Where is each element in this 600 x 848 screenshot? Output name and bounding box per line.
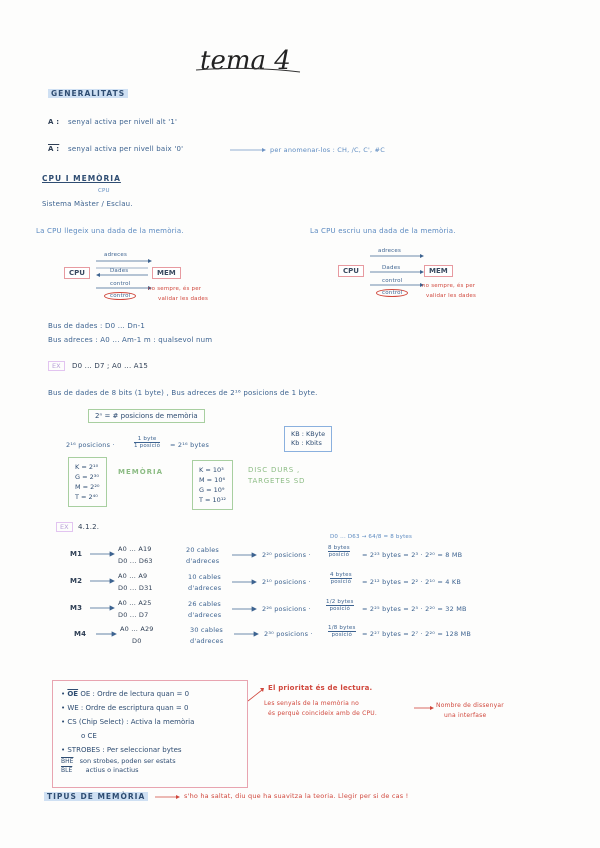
row-m3-frac-top: 1/2 bytes [326,599,354,605]
we-line: • WE : Ordre de escriptura quan = 0 [61,704,189,712]
ex-tag-1: EX [48,361,65,371]
cs-line: • CS (Chip Select) : Activa la memòria [61,718,195,726]
section-heading-generalitats: GENERALITATS [48,89,128,98]
row-m2-result: = 2¹² bytes = 2² · 2¹⁰ = 4 KB [362,578,461,586]
row-m4-name: M4 [74,630,87,638]
oe-text: OE : Ordre de lectura quan = 0 [80,690,190,698]
left-caption: La CPU llegeix una dada de la memòria. [36,227,184,235]
kb-line-1: KB : KByte [291,430,326,438]
memoria-k: K = 2¹⁰ [75,463,99,471]
senyals-note-2: és perquè coincideix amb de CPU. [268,710,377,717]
nombre-note-1: Nombre de dissenyar [436,702,504,709]
formula-box: 2ⁿ = # posicions de memòria [88,409,205,423]
strobes-note-1: son strobes, poden ser estats [79,757,176,765]
cpu-box-right: CPU [338,265,364,277]
memoria-t: T = 2⁴⁰ [75,493,98,501]
row-m2-wires-2: d'adreces [188,584,222,592]
signal-control2-right: control [376,289,408,297]
strobes-note-2: actius o inactius [85,766,139,774]
row-m1-data: D0 ... D63 [118,557,153,565]
ex2-top-note: D0 ... D63 → 64/8 = 8 bytes [330,534,413,540]
section-heading-tipus: TIPUS DE MEMÒRIA [44,792,148,801]
signal-dades-right: Dades [382,265,401,271]
oe-line: • $\overline{OE}$ OE : Ordre de lectura quan = 0 [61,690,190,698]
row-m4-wires-1: 30 cables [190,626,224,634]
cpu-box-left: CPU [64,267,90,279]
control-note-left-2: validar les dades [158,296,209,302]
row-m1-addr: A0 ... A19 [118,545,152,553]
line-b-note: per anomenar-los : CH, /C, C', #C [270,146,385,154]
memoria-box [68,457,107,507]
strobes-line: • STROBES : Per seleccionar bytes [61,746,182,754]
row-m3-name: M3 [70,604,83,612]
row-m2-wires-1: 10 cables [188,573,222,581]
memoria-label: MEMÒRIA [118,468,164,476]
row-m3-wires-1: 26 cables [188,600,222,608]
row-m3-frac [326,599,354,612]
bhe-label: $\overline{BHE}$ [61,758,74,765]
calc-left: 2¹⁶ posicions · [66,441,115,449]
row-m1-frac-bot: posició [328,552,350,558]
strobes-text: STROBES : Per seleccionar bytes [67,746,182,754]
row-m4-wires-2: d'adreces [190,637,224,645]
bus-adreces-line: Bus adreces : A0 ... Am-1 m : qualsevol num [48,336,213,344]
row-m3-addr: A0 ... A25 [118,599,152,607]
row-m1-wires-1: 20 cables [186,546,220,554]
control-note-right-2: validar les dades [426,293,477,299]
bhe-ble-line [61,757,239,775]
cpu-note: CPU [98,188,110,194]
mem-box-left: MEM [152,267,181,279]
row-m1-frac [328,545,350,558]
disc-g: G = 10⁹ [199,486,225,494]
row-m2-frac-bot: posició [330,579,352,585]
line-a-label: A : [48,118,60,126]
disc-label-1: DISC DURS , [248,466,301,474]
row-m1-wires-2: d'adreces [186,557,220,565]
row-m1-result: = 2²³ bytes = 2³ · 2²⁰ = 8 MB [362,551,463,559]
row-m4-frac-bot: posició [331,632,353,638]
line-b-label: A : [48,145,60,153]
ex-tag-2: EX [56,522,73,532]
ble-label: $\overline{BLE}$ [61,767,73,774]
row-m2-frac-top: 4 bytes [330,572,352,578]
line-a-text: senyal activa per nivell alt '1' [68,118,178,126]
control-note-left-1: no sempre, és per [148,286,202,292]
row-m3-wires-2: d'adreces [188,611,222,619]
control-signals-box [52,680,248,788]
row-m2-frac [330,572,352,585]
row-m2-name: M2 [70,577,83,585]
section-heading-cpu-memoria: CPU I MEMÒRIA [42,174,121,183]
senyals-note-1: Les senyals de la memòria no [264,700,360,707]
calc-frac-top: 1 byte [134,436,160,443]
disc-k: K = 10³ [199,466,224,474]
signal-dades-left: Dades [110,268,129,274]
row-m2-addr: A0 ... A9 [118,572,148,580]
row-m4-addr: A0 ... A29 [120,625,154,633]
kb-line-2: Kb : Kbits [291,439,322,447]
row-m1-name: M1 [70,550,83,558]
ex2-number: 4.1.2. [78,523,100,531]
signal-control-right: control [382,278,403,284]
disc-m: M = 10⁶ [199,476,226,484]
signal-control2-left: control [104,292,136,300]
memoria-g: G = 2³⁰ [75,473,99,481]
page-title: tema 4 [200,46,291,76]
row-m2-data: D0 ... D31 [118,584,153,592]
row-m1-pos: 2²⁰ posicions · [262,551,311,559]
ex1-text: D0 ... D7 ; A0 ... A15 [72,362,149,370]
row-m2-pos: 2¹⁰ posicions · [262,578,311,586]
nombre-note-2: una interfase [444,712,487,719]
line-b-text: senyal activa per nivell baix '0' [68,145,184,153]
ex1-bus-line: Bus de dades de 8 bits (1 byte) , Bus adreces de 2¹⁶ posicions de 1 byte. [48,389,318,397]
disc-label-2: TARGETES SD [248,477,306,485]
sistema-text: Sistema Màster / Esclau. [42,200,133,208]
cs-text: CS (Chip Select) : Activa la memòria [67,718,195,726]
signal-control-left: control [110,281,131,287]
calc-right: = 2¹⁶ bytes [170,441,210,449]
right-caption: La CPU escriu una dada de la memòria. [310,227,456,235]
row-m3-pos: 2²⁶ posicions · [262,605,311,613]
control-note-right-1: no sempre, és per [422,283,476,289]
row-m1-frac-top: 8 bytes [328,545,350,551]
kb-box [284,426,332,452]
disc-t: T = 10¹² [199,496,227,504]
row-m3-data: D0 ... D7 [118,611,149,619]
row-m4-frac-top: 1/8 bytes [328,625,356,631]
row-m3-result: = 2²⁵ bytes = 2⁵ · 2²⁰ = 32 MB [362,605,467,613]
we-text: WE : Ordre de escriptura quan = 0 [67,704,189,712]
ce-line: o CE [81,732,97,740]
memoria-m: M = 2²⁰ [75,483,100,491]
row-m4-pos: 2³⁰ posicions · [264,630,313,638]
tipus-note: s'ho ha saltat, diu que ha suavitza la teoria. Llegir per si de cas ! [184,792,409,800]
prioritat-note: El prioritat és de lectura. [268,684,373,692]
bus-dades-line: Bus de dades : D0 ... Dn-1 [48,322,145,330]
row-m4-data: D0 [132,637,142,645]
signal-adreces-right: adreces [378,248,402,254]
row-m3-frac-bot: posició [329,606,351,612]
row-m4-frac [328,625,356,638]
signal-adreces-left: adreces [104,252,128,258]
calc-fraction [134,436,160,449]
calc-frac-bot: 1 posició [134,443,161,449]
disc-box [192,460,233,510]
mem-box-right: MEM [424,265,453,277]
row-m4-result: = 2²⁷ bytes = 2⁷ · 2²⁰ = 128 MB [362,630,472,638]
